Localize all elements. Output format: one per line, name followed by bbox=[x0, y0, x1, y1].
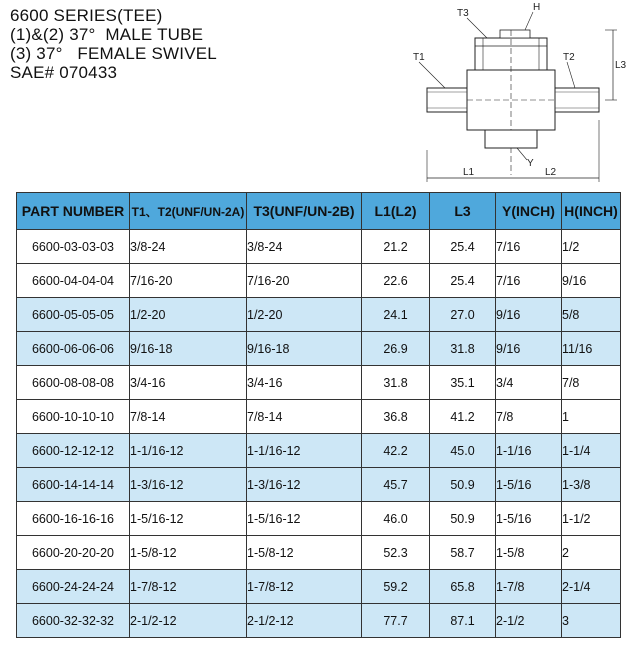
cell-part-number: 6600-24-24-24 bbox=[17, 570, 130, 604]
cell-t3: 1-1/16-12 bbox=[247, 434, 362, 468]
cell-l3: 41.2 bbox=[430, 400, 496, 434]
cell-t3: 3/4-16 bbox=[247, 366, 362, 400]
spec-table-body bbox=[17, 230, 621, 638]
cell-h: 3 bbox=[562, 604, 621, 638]
cell-t1-t2: 3/4-16 bbox=[130, 366, 247, 400]
table-row bbox=[17, 434, 621, 468]
cell-part-number: 6600-20-20-20 bbox=[17, 536, 130, 570]
cell-y: 1-7/8 bbox=[496, 570, 562, 604]
col-t1-t2: T1、T2(UNF/UN-2A) bbox=[130, 193, 247, 230]
h-label: H bbox=[533, 2, 541, 13]
cell-l3: 31.8 bbox=[430, 332, 496, 366]
cell-h: 7/8 bbox=[562, 366, 621, 400]
spec-table-header bbox=[17, 193, 621, 230]
y-label: Y bbox=[527, 158, 534, 169]
tee-fitting-drawing bbox=[405, 0, 625, 185]
cell-l1-l2: 22.6 bbox=[362, 264, 430, 298]
cell-part-number: 6600-10-10-10 bbox=[17, 400, 130, 434]
cell-y: 1-5/8 bbox=[496, 536, 562, 570]
cell-l3: 50.9 bbox=[430, 502, 496, 536]
cell-t1-t2: 2-1/2-12 bbox=[130, 604, 247, 638]
cell-t1-t2: 1-7/8-12 bbox=[130, 570, 247, 604]
cell-l3: 25.4 bbox=[430, 230, 496, 264]
t3-label: T3 bbox=[457, 8, 469, 19]
table-row bbox=[17, 332, 621, 366]
cell-part-number: 6600-16-16-16 bbox=[17, 502, 130, 536]
cell-part-number: 6600-06-06-06 bbox=[17, 332, 130, 366]
cell-l3: 87.1 bbox=[430, 604, 496, 638]
cell-y: 9/16 bbox=[496, 332, 562, 366]
cell-h: 9/16 bbox=[562, 264, 621, 298]
cell-t3: 7/16-20 bbox=[247, 264, 362, 298]
col-l1-l2: L1(L2) bbox=[362, 193, 430, 230]
cell-part-number: 6600-05-05-05 bbox=[17, 298, 130, 332]
table-row bbox=[17, 536, 621, 570]
cell-l3: 25.4 bbox=[430, 264, 496, 298]
cell-t1-t2: 1-5/16-12 bbox=[130, 502, 247, 536]
cell-y: 1-1/16 bbox=[496, 434, 562, 468]
col-l3: L3 bbox=[430, 193, 496, 230]
cell-l3: 45.0 bbox=[430, 434, 496, 468]
l1-label: L1 bbox=[463, 167, 475, 178]
cell-t1-t2: 1-5/8-12 bbox=[130, 536, 247, 570]
cell-part-number: 6600-03-03-03 bbox=[17, 230, 130, 264]
t2-label: T2 bbox=[563, 52, 575, 63]
table-row bbox=[17, 366, 621, 400]
cell-l1-l2: 26.9 bbox=[362, 332, 430, 366]
cell-t3: 1-3/16-12 bbox=[247, 468, 362, 502]
table-row bbox=[17, 264, 621, 298]
cell-t3: 1-7/8-12 bbox=[247, 570, 362, 604]
cell-t1-t2: 1-3/16-12 bbox=[130, 468, 247, 502]
cell-y: 7/16 bbox=[496, 230, 562, 264]
col-part-number: PART NUMBER bbox=[17, 193, 130, 230]
cell-l3: 58.7 bbox=[430, 536, 496, 570]
cell-t3: 1/2-20 bbox=[247, 298, 362, 332]
cell-l1-l2: 46.0 bbox=[362, 502, 430, 536]
table-row bbox=[17, 468, 621, 502]
cell-l1-l2: 36.8 bbox=[362, 400, 430, 434]
cell-t1-t2: 7/16-20 bbox=[130, 264, 247, 298]
l2-label: L2 bbox=[545, 167, 557, 178]
male-tube-spec: (1)&(2) 37° MALE TUBE bbox=[10, 25, 204, 44]
cell-y: 9/16 bbox=[496, 298, 562, 332]
cell-y: 2-1/2 bbox=[496, 604, 562, 638]
table-row bbox=[17, 502, 621, 536]
cell-t3: 7/8-14 bbox=[247, 400, 362, 434]
cell-t3: 3/8-24 bbox=[247, 230, 362, 264]
cell-y: 1-5/16 bbox=[496, 502, 562, 536]
cell-t3: 1-5/8-12 bbox=[247, 536, 362, 570]
cell-h: 1/2 bbox=[562, 230, 621, 264]
cell-h: 5/8 bbox=[562, 298, 621, 332]
table-row bbox=[17, 230, 621, 264]
table-row bbox=[17, 400, 621, 434]
cell-y: 7/16 bbox=[496, 264, 562, 298]
cell-h: 1-1/4 bbox=[562, 434, 621, 468]
col-h: H(INCH) bbox=[562, 193, 621, 230]
cell-l3: 50.9 bbox=[430, 468, 496, 502]
cell-l1-l2: 21.2 bbox=[362, 230, 430, 264]
cell-l1-l2: 77.7 bbox=[362, 604, 430, 638]
cell-h: 1-1/2 bbox=[562, 502, 621, 536]
cell-part-number: 6600-04-04-04 bbox=[17, 264, 130, 298]
cell-part-number: 6600-14-14-14 bbox=[17, 468, 130, 502]
cell-t3: 9/16-18 bbox=[247, 332, 362, 366]
spec-table bbox=[16, 192, 621, 638]
table-row bbox=[17, 604, 621, 638]
product-header bbox=[10, 6, 217, 82]
cell-y: 7/8 bbox=[496, 400, 562, 434]
t1-label: T1 bbox=[413, 52, 425, 63]
cell-h: 11/16 bbox=[562, 332, 621, 366]
cell-t1-t2: 3/8-24 bbox=[130, 230, 247, 264]
cell-y: 1-5/16 bbox=[496, 468, 562, 502]
sae-number: SAE# 070433 bbox=[10, 63, 118, 82]
cell-t1-t2: 1-1/16-12 bbox=[130, 434, 247, 468]
cell-l1-l2: 42.2 bbox=[362, 434, 430, 468]
table-row bbox=[17, 298, 621, 332]
female-swivel-spec: (3) 37° FEMALE SWIVEL bbox=[10, 44, 217, 63]
col-t3: T3(UNF/UN-2B) bbox=[247, 193, 362, 230]
cell-t1-t2: 7/8-14 bbox=[130, 400, 247, 434]
tee-fitting-diagram bbox=[405, 0, 625, 185]
cell-l1-l2: 45.7 bbox=[362, 468, 430, 502]
cell-h: 1 bbox=[562, 400, 621, 434]
cell-t3: 1-5/16-12 bbox=[247, 502, 362, 536]
cell-l3: 27.0 bbox=[430, 298, 496, 332]
l3-label: L3 bbox=[615, 60, 627, 71]
cell-l1-l2: 52.3 bbox=[362, 536, 430, 570]
cell-y: 3/4 bbox=[496, 366, 562, 400]
cell-h: 2-1/4 bbox=[562, 570, 621, 604]
cell-l1-l2: 59.2 bbox=[362, 570, 430, 604]
cell-t1-t2: 9/16-18 bbox=[130, 332, 247, 366]
cell-h: 1-3/8 bbox=[562, 468, 621, 502]
cell-part-number: 6600-12-12-12 bbox=[17, 434, 130, 468]
cell-t1-t2: 1/2-20 bbox=[130, 298, 247, 332]
cell-part-number: 6600-32-32-32 bbox=[17, 604, 130, 638]
cell-h: 2 bbox=[562, 536, 621, 570]
cell-l1-l2: 24.1 bbox=[362, 298, 430, 332]
cell-l1-l2: 31.8 bbox=[362, 366, 430, 400]
cell-part-number: 6600-08-08-08 bbox=[17, 366, 130, 400]
cell-t3: 2-1/2-12 bbox=[247, 604, 362, 638]
series-title: 6600 SERIES(TEE) bbox=[10, 6, 163, 25]
col-y: Y(INCH) bbox=[496, 193, 562, 230]
cell-l3: 35.1 bbox=[430, 366, 496, 400]
cell-l3: 65.8 bbox=[430, 570, 496, 604]
table-row bbox=[17, 570, 621, 604]
